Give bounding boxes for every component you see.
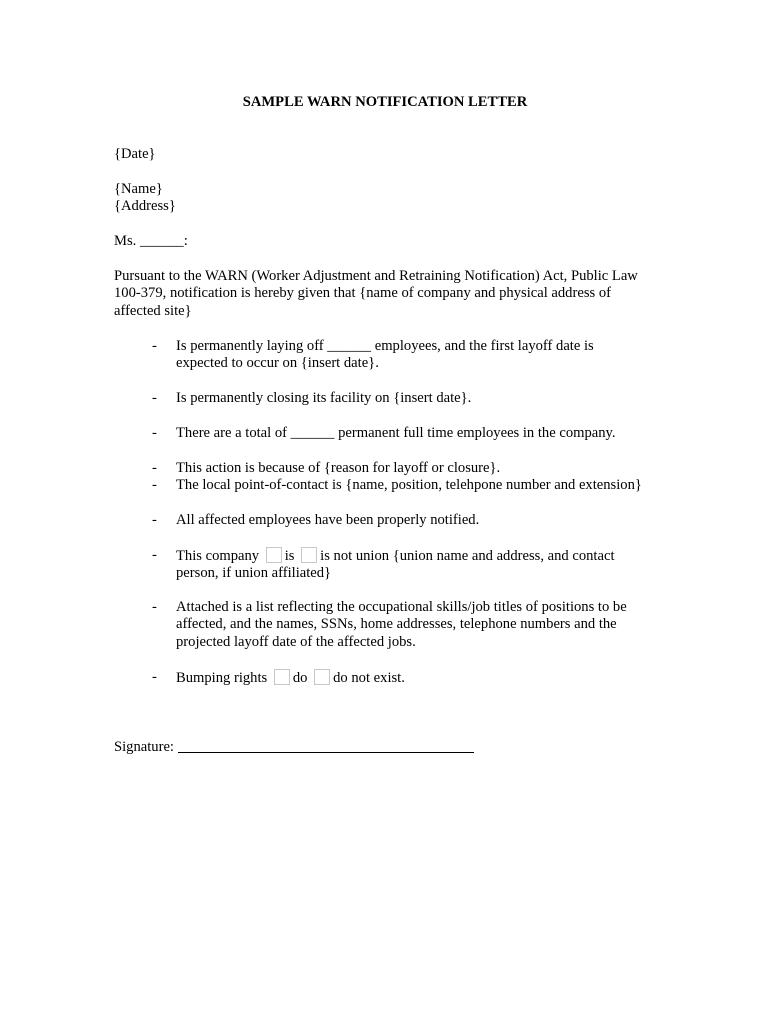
date-placeholder: {Date} [114,146,156,162]
bumping-do-not-checkbox[interactable] [314,669,330,685]
bullet-dash: - [152,477,157,493]
salutation: Ms. ______: [114,233,188,249]
bumping-prefix: Bumping rights [176,670,268,686]
union-rest-text: is not union {union name and address, and contact person, if union affiliated} [176,548,615,582]
item-laying-off: Is permanently laying off ______ employees, and the first layoff date is expected to occur on {insert date}. [176,338,594,372]
item-union [176,547,646,583]
item-reason: This action is because of {reason for layoff or closure}. [176,460,501,476]
bumping-do-label: do [292,670,308,686]
item-notified: All affected employees have been properly notified. [176,512,480,528]
union-is-label: is [284,548,295,564]
item-closing: Is permanently closing its facility on {insert date}. [176,390,472,406]
bullet-dash: - [152,338,157,354]
bullet-dash: - [152,512,157,528]
signature-line[interactable] [178,738,474,753]
union-is-not-checkbox[interactable] [301,547,317,563]
bullet-dash: - [152,599,157,615]
item-attached-list: Attached is a list reflecting the occupational skills/job titles of positions to be affected, and the names, SSNs, home addresses, telephone numbers and the projected layoff date of the affected jobs. [176,599,627,650]
bullet-dash: - [152,669,157,685]
bumping-do-checkbox[interactable] [274,669,290,685]
item-bumping-rights [176,669,646,687]
signature-label: Signature: [114,739,174,755]
item-total-employees: There are a total of ______ permanent full time employees in the company. [176,425,616,441]
bumping-rest-text: do not exist. [333,670,405,686]
recipient-address: {Address} [114,198,176,214]
item-contact: The local point-of-contact is {name, position, telehpone number and extension} [176,477,642,493]
signature-row [114,738,474,756]
bullet-dash: - [152,390,157,406]
union-prefix: This company [176,548,260,564]
recipient-name: {Name} [114,181,163,197]
bullet-dash: - [152,425,157,441]
bullet-dash: - [152,460,157,476]
intro-paragraph: Pursuant to the WARN (Worker Adjustment and Retraining Notification) Act, Public Law 100-379, notification is hereby given that {name of company and physical address of affected site} [114,268,638,319]
document-title: SAMPLE WARN NOTIFICATION LETTER [242,94,528,110]
bullet-dash: - [152,547,157,563]
union-is-checkbox[interactable] [266,547,282,563]
